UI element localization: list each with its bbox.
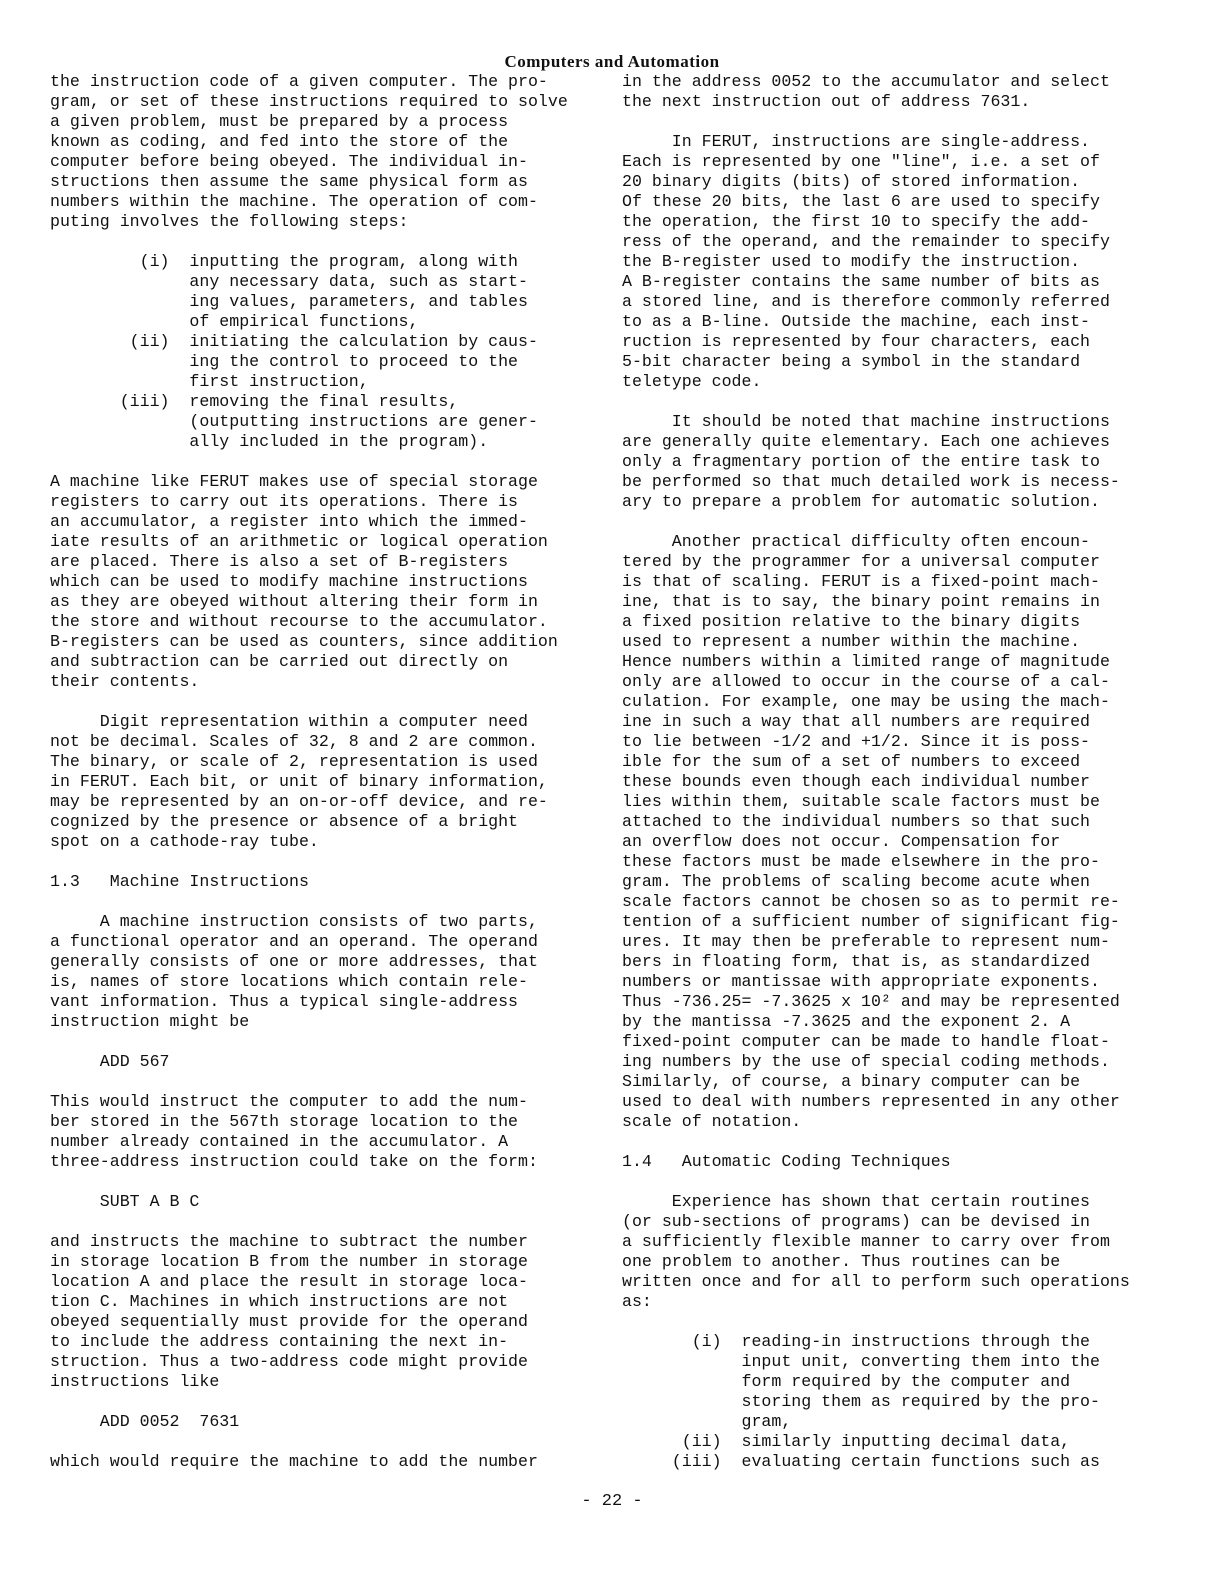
text-line: form required by the computer and — [622, 1372, 1071, 1391]
text-line: as they are obeyed without altering their form in — [50, 592, 538, 611]
text-line: (outputting instructions are gener- — [50, 412, 538, 431]
text-line: an overflow does not occur. Compensation for — [622, 832, 1061, 851]
text-line: not be decimal. Scales of 32, 8 and 2 are common. — [50, 732, 538, 751]
text-line: gram, or set of these instructions required to solve — [50, 92, 568, 111]
text-line: three-address instruction could take on the form: — [50, 1152, 538, 1171]
text-line: and subtraction can be carried out directly on — [50, 652, 509, 671]
text-line: one problem to another. Thus routines can be — [622, 1252, 1061, 1271]
text-line: instructions like — [50, 1372, 220, 1391]
text-line: ing the control to proceed to the — [50, 352, 519, 371]
text-line: gram, — [622, 1412, 792, 1431]
text-line: which would require the machine to add the number — [50, 1452, 538, 1471]
text-line: ress of the operand, and the remainder to specify — [622, 232, 1110, 251]
text-line: a sufficiently flexible manner to carry over from — [622, 1232, 1110, 1251]
text-line: location A and place the result in storage loca- — [50, 1272, 528, 1291]
text-line — [50, 1032, 570, 1052]
text-line: A B-register contains the same number of bits as — [622, 272, 1100, 291]
text-line: any necessary data, such as start- — [50, 272, 528, 291]
text-line: scale of notation. — [622, 1112, 802, 1131]
text-line — [50, 1072, 570, 1092]
text-line: 1.4 Automatic Coding Techniques — [622, 1152, 951, 1171]
text-line: ine, that is to say, the binary point remains in — [622, 592, 1100, 611]
text-line: numbers or mantissae with appropriate exponents. — [622, 972, 1100, 991]
text-line: used to represent a number within the machine. — [622, 632, 1081, 651]
text-line: input unit, converting them into the — [622, 1352, 1100, 1371]
text-line: Digit representation within a computer need — [50, 712, 528, 731]
text-line: ures. It may then be preferable to represent num- — [622, 932, 1110, 951]
text-line: the B-register used to modify the instruction. — [622, 252, 1081, 271]
text-line: The binary, or scale of 2, representation is used — [50, 752, 538, 771]
page-number: - 22 - — [581, 1492, 643, 1511]
text-line: used to deal with numbers represented in any other — [622, 1092, 1120, 1111]
running-header: Computers and Automation — [504, 52, 720, 71]
text-line: ruction is represented by four characters, each — [622, 332, 1091, 351]
text-line: A machine like FERUT makes use of special storage — [50, 472, 538, 491]
text-line: spot on a cathode-ray tube. — [50, 832, 319, 851]
text-line: their contents. — [50, 672, 200, 691]
text-line: ADD 0052 7631 — [50, 1412, 240, 1431]
text-line: SUBT A B C — [50, 1192, 200, 1211]
text-line: attached to the individual numbers so that such — [622, 812, 1091, 831]
text-line: lies within them, suitable scale factors must be — [622, 792, 1100, 811]
text-line: Similarly, of course, a binary computer can be — [622, 1072, 1081, 1091]
text-line: only are allowed to occur in the course of a cal- — [622, 672, 1110, 691]
text-line: are generally quite elementary. Each one achieves — [622, 432, 1110, 451]
text-line — [622, 1132, 1142, 1152]
text-line — [50, 1392, 570, 1412]
text-line: iate results of an arithmetic or logical operation — [50, 532, 548, 551]
text-line: cognized by the presence or absence of a bright — [50, 812, 519, 831]
text-line: storing them as required by the pro- — [622, 1392, 1100, 1411]
text-line: a stored line, and is therefore commonly referred — [622, 292, 1110, 311]
text-line: to lie between -1/2 and +1/2. Since it is poss- — [622, 732, 1091, 751]
text-line: may be represented by an on-or-off device, and re- — [50, 792, 548, 811]
text-line: bers in floating form, that is, as standardized — [622, 952, 1091, 971]
text-line: In FERUT, instructions are single-address. — [622, 132, 1091, 151]
text-line: ing numbers by the use of special coding methods. — [622, 1052, 1110, 1071]
text-line — [622, 1312, 1142, 1332]
text-line: 1.3 Machine Instructions — [50, 872, 309, 891]
text-line: ing values, parameters, and tables — [50, 292, 528, 311]
text-line: the instruction code of a given computer. The pro- — [50, 72, 548, 91]
text-line: (i) inputting the program, along with — [50, 252, 519, 271]
text-line: It should be noted that machine instructions — [622, 412, 1110, 431]
left-column — [50, 72, 570, 1472]
text-line: as: — [622, 1292, 652, 1311]
text-line: ible for the sum of a set of numbers to exceed — [622, 752, 1081, 771]
text-line: a fixed position relative to the binary digits — [622, 612, 1081, 631]
text-line: obeyed sequentially must provide for the operand — [50, 1312, 528, 1331]
text-line: Each is represented by one "line", i.e. a set of — [622, 152, 1100, 171]
text-line: in the address 0052 to the accumulator and select — [622, 72, 1110, 91]
text-line: Thus -736.25= -7.3625 x 10² and may be represented — [622, 992, 1120, 1011]
text-line — [50, 452, 570, 472]
text-line: written once and for all to perform such operations — [622, 1272, 1130, 1291]
text-line: registers to carry out its operations. There is — [50, 492, 519, 511]
text-line: 5-bit character being a symbol in the standard — [622, 352, 1081, 371]
text-line — [50, 232, 570, 252]
text-line: culation. For example, one may be using the mach- — [622, 692, 1110, 711]
text-line — [50, 1172, 570, 1192]
text-line — [622, 392, 1142, 412]
text-line: scale factors cannot be chosen so as to permit re- — [622, 892, 1120, 911]
text-line: struction. Thus a two-address code might provide — [50, 1352, 528, 1371]
text-line: ADD 567 — [50, 1052, 170, 1071]
text-line: a given problem, must be prepared by a process — [50, 112, 509, 131]
text-line: teletype code. — [622, 372, 762, 391]
text-line: an accumulator, a register into which the immed- — [50, 512, 528, 531]
text-line — [622, 112, 1142, 132]
text-line: tered by the programmer for a universal computer — [622, 552, 1100, 571]
text-line: a functional operator and an operand. The operand — [50, 932, 538, 951]
text-line: to include the address containing the next in- — [50, 1332, 509, 1351]
text-line: computer before being obeyed. The individual in- — [50, 152, 528, 171]
text-line — [622, 1172, 1142, 1192]
text-line: ally included in the program). — [50, 432, 489, 451]
text-line: of empirical functions, — [50, 312, 419, 331]
text-line: gram. The problems of scaling become acute when — [622, 872, 1091, 891]
text-line: numbers within the machine. The operation of com- — [50, 192, 538, 211]
right-column — [622, 72, 1142, 1472]
text-line: is, names of store locations which contain rele- — [50, 972, 528, 991]
text-line: these factors must be made elsewhere in the pro- — [622, 852, 1100, 871]
text-line: by the mantissa -7.3625 and the exponent 2. A — [622, 1012, 1071, 1031]
text-line: these bounds even though each individual number — [622, 772, 1091, 791]
text-line: in storage location B from the number in storage — [50, 1252, 528, 1271]
text-line: known as coding, and fed into the store of the — [50, 132, 509, 151]
text-line: only a fragmentary portion of the entire task to — [622, 452, 1100, 471]
text-line: the operation, the first 10 to specify the add- — [622, 212, 1091, 231]
text-line — [50, 852, 570, 872]
text-line: A machine instruction consists of two parts, — [50, 912, 538, 931]
text-line: B-registers can be used as counters, since addition — [50, 632, 558, 651]
text-line: which can be used to modify machine instructions — [50, 572, 528, 591]
text-line: Of these 20 bits, the last 6 are used to specify — [622, 192, 1100, 211]
text-line: Experience has shown that certain routines — [622, 1192, 1091, 1211]
text-line: Hence numbers within a limited range of magnitude — [622, 652, 1110, 671]
text-line: ary to prepare a problem for automatic solution. — [622, 492, 1100, 511]
text-line: ine in such a way that all numbers are required — [622, 712, 1091, 731]
text-line: tion C. Machines in which instructions are not — [50, 1292, 509, 1311]
text-line: in FERUT. Each bit, or unit of binary information, — [50, 772, 548, 791]
text-line: Another practical difficulty often encoun- — [622, 532, 1091, 551]
text-line: and instructs the machine to subtract the number — [50, 1232, 528, 1251]
text-line: (i) reading-in instructions through the — [622, 1332, 1091, 1351]
text-line: (ii) similarly inputting decimal data, — [622, 1432, 1071, 1451]
text-line — [50, 1212, 570, 1232]
text-line: the store and without recourse to the accumulator. — [50, 612, 548, 631]
text-line: (iii) removing the final results, — [50, 392, 459, 411]
text-line: to as a B-line. Outside the machine, each inst- — [622, 312, 1091, 331]
text-line: This would instruct the computer to add the num- — [50, 1092, 528, 1111]
text-line: vant information. Thus a typical single-address — [50, 992, 519, 1011]
text-line: number already contained in the accumulator. A — [50, 1132, 509, 1151]
text-line — [622, 512, 1142, 532]
text-line: puting involves the following steps: — [50, 212, 409, 231]
text-line — [50, 692, 570, 712]
text-line: (ii) initiating the calculation by caus- — [50, 332, 538, 351]
text-line: first instruction, — [50, 372, 369, 391]
text-line — [50, 1432, 570, 1452]
text-line: generally consists of one or more addresses, that — [50, 952, 538, 971]
text-line: fixed-point computer can be made to handle float- — [622, 1032, 1110, 1051]
text-line: 20 binary digits (bits) of stored information. — [622, 172, 1081, 191]
text-line: ber stored in the 567th storage location to the — [50, 1112, 519, 1131]
text-line: be performed so that much detailed work is necess- — [622, 472, 1120, 491]
text-line: instruction might be — [50, 1012, 250, 1031]
text-line: (or sub-sections of programs) can be devised in — [622, 1212, 1091, 1231]
text-line: is that of scaling. FERUT is a fixed-point mach- — [622, 572, 1100, 591]
text-line: are placed. There is also a set of B-registers — [50, 552, 509, 571]
text-line: structions then assume the same physical form as — [50, 172, 528, 191]
text-line — [50, 892, 570, 912]
text-line: (iii) evaluating certain functions such as — [622, 1452, 1100, 1471]
text-line: tention of a sufficient number of significant fig- — [622, 912, 1120, 931]
text-line: the next instruction out of address 7631. — [622, 92, 1031, 111]
